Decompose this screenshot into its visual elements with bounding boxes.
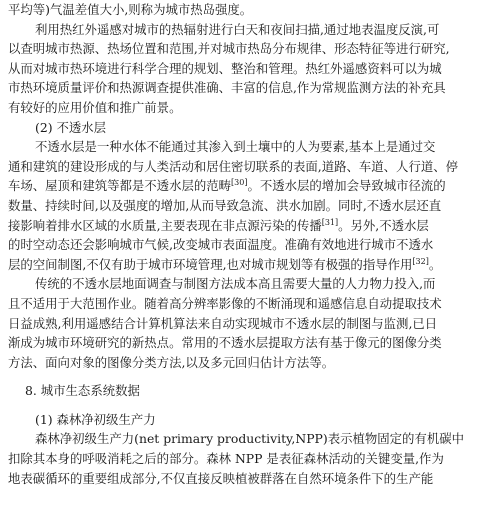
text-line: 市热环境质量评价和热源调查提供准确、丰富的信息,作为常规监测方法的补充具 (8, 80, 446, 96)
text-line: 森林净初级生产力(net primary productivity,NPP)表示植物固定的有机碳中 (35, 431, 464, 447)
text-line: 平均等)气温差值大小,则称为城市热岛强度。 (8, 2, 253, 17)
text-line: 有较好的应用价值和推广前景。 (8, 99, 182, 115)
text-line: 的时空动态还会影响城市气候,改变城市表面温度。准确有效地进行城市不透水 (8, 237, 434, 253)
text-line: 通和建筑的建设形成的与人类活动和居住密切联系的表面,道路、车道、人行道、停 (8, 158, 459, 174)
text-line: 利用热红外遥感对城市的热辐射进行白天和夜间扫描,通过地表温度反演,可 (35, 21, 440, 37)
text-line: 地表碳循环的重要组成部分,不仅直接反映植被群落在自然环境条件下的生产能 (8, 470, 434, 486)
section-heading-forest-npp: (1) 森林净初级生产力 (35, 411, 156, 427)
citation-ref: [32] (412, 256, 429, 266)
text-line: 层的空间制图,不仅有助于城市环境管理,也对城市规划等有极强的指导作用[32]。 (8, 256, 442, 272)
text-line: 方法、面向对象的图像分类方法,以及多元回归估计方法等。 (8, 354, 335, 370)
text-line: 不透水层是一种水体不能通过其渗入到土壤中的人为要素,基本上是通过交 (35, 139, 436, 155)
text-line: 数量、持续时间,以及强度的增加,从而导致急流、洪水加剧。同时,不透水层还直 (8, 197, 442, 213)
text-line: 渐成为城市环境研究的新热点。常用的不透水层提取方法有基于像元的图像分类 (8, 335, 442, 351)
section-heading-impervious-layer: (2) 不透水层 (35, 119, 107, 135)
citation-ref: [31] (321, 217, 339, 227)
text-line: 扣除其本身的呼吸消耗之后的部分。森林 NPP 是表征森林活动的关键变量,作为 (8, 451, 444, 467)
text-line: 日益成熟,利用遥感结合计算机算法来自动实现城市不透水层的制图与监测,已日 (8, 315, 438, 331)
text-line: 车场、屋顶和建筑等都是不透水层的范畴[30]。不透水层的增加会导致城市径流的 (8, 178, 446, 194)
text-line: 以查明城市热源、热场位置和范围,并对城市热岛分布规律、形态特征等进行研究, (8, 41, 450, 57)
citation-ref: [30] (231, 178, 248, 188)
text-line: 接影响着排水区域的水质量,主要表现在非点源污染的传播[31]。另外,不透水层 (8, 217, 429, 233)
text-line: 且不适用于大范围作业。随着高分辨率影像的不断涌现和遥感信息自动提取技术 (8, 295, 442, 311)
text-line: 传统的不透水层地面调查与制图方法成本高且需要大量的人力物力投入,而 (35, 276, 436, 292)
text-line: 从而对城市热环境进行科学合理的规划、整治和管理。热红外遥感资料可以为城 (8, 60, 442, 76)
chapter-heading-urban-ecosystem-data: 8. 城市生态系统数据 (25, 383, 140, 399)
